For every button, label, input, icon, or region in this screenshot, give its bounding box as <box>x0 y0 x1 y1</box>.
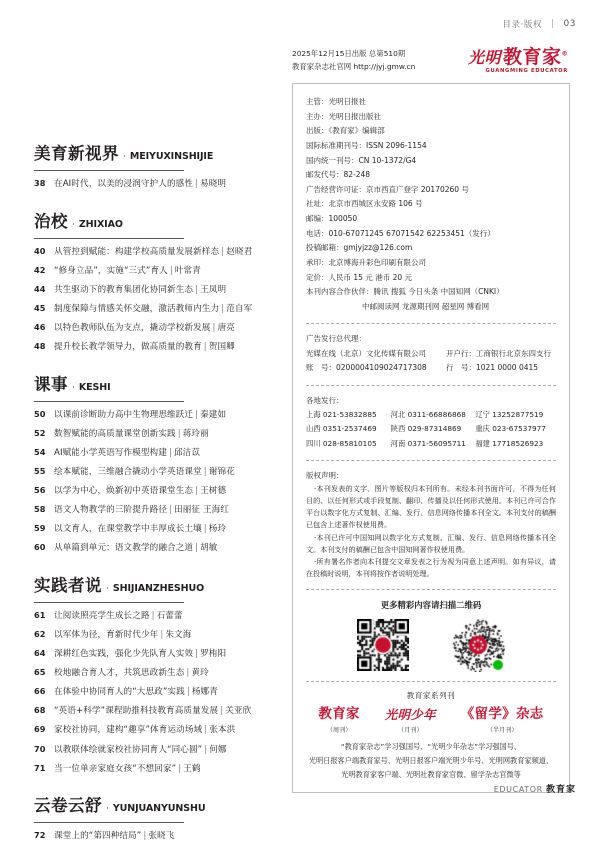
distribution-item: 四川 028-85810105 <box>306 438 377 448</box>
entry-author: 叶常青 <box>174 265 201 276</box>
entry-divider: | <box>177 428 181 439</box>
agency-block <box>306 332 556 376</box>
entry-page-number: 54 <box>34 446 46 457</box>
section-title-cn: 实践者说 <box>34 575 102 595</box>
section-heading <box>34 208 280 238</box>
imprint-line: 邮发代号：82-248 <box>306 170 371 180</box>
entry-page-number: 72 <box>34 830 46 841</box>
series-row <box>306 707 556 734</box>
entry-divider: | <box>203 342 207 353</box>
section-heading <box>34 140 280 170</box>
imprint-line: 国际标准期刊号：ISSN 2096-1154 <box>306 140 427 150</box>
registered-mark-icon: ® <box>561 50 568 58</box>
entry-title <box>54 831 280 843</box>
copyright-paragraph: ·本刊发表的文字、图片等版权归本刊所有。未经本刊书面许可，不得为任何目的、以任何形式或手段复制、翻印、传播及以任何形式使用。本刊已许可合作平台以数字化方式复制、汇编、发行、信息网络传播本刊全文。本刊支付的稿酬已包含上述著作权使用费。 <box>306 484 556 529</box>
entry-divider: | <box>221 303 225 314</box>
agency-bank: 开户行：工商银行北京东四支行 <box>446 348 551 358</box>
imprint-line: 主办：光明日报出版社 <box>306 111 381 121</box>
qr-code-left-icon[interactable] <box>357 619 409 671</box>
entry-article-title: 共生驱动下的教育集团化协同新生态 <box>54 284 194 295</box>
agency-title: 广告发行总代理： <box>306 334 366 344</box>
entry-title <box>54 323 280 335</box>
entry-article-title: 以文育人，在课堂教学中丰厚成长土壤 <box>54 524 202 535</box>
page-number: 03 <box>563 19 576 29</box>
imprint-line: 出版：《教育家》编辑部 <box>306 126 385 136</box>
entry-page-number: 40 <box>34 245 46 256</box>
imprint-line: 社址：北京市西城区永安路 106 号 <box>306 199 423 209</box>
toc-section <box>34 792 280 843</box>
entry-author: 朱文海 <box>165 630 192 640</box>
entry-divider: | <box>212 322 216 333</box>
colophon-box <box>292 83 570 793</box>
entry-article-title: 以军体为径，育新时代少年 <box>54 630 159 640</box>
toc-entry[interactable] <box>34 724 280 737</box>
entry-divider: | <box>203 524 207 535</box>
copyright-paragraph: ·所有署名作者向本刊提交文章发表之行为视为同意上述声明。如有异议，请在投稿时说明，本刊将按作者说明处理。 <box>306 557 556 579</box>
imprint-line: 国内统一刊号：CN 10-1372/G4 <box>306 155 417 165</box>
toc-entry[interactable] <box>34 466 280 479</box>
entry-title <box>54 179 280 191</box>
copyright-text <box>306 483 556 580</box>
entry-title <box>54 611 280 623</box>
copyright-paragraph: ·本刊已许可中国知网以数字化方式复制、汇编、发行、信息网络传播本刊全文。本刊支付的稿酬已包含中国知网著作权使用费。 <box>306 532 556 554</box>
entry-page-number: 52 <box>34 427 46 438</box>
page-header <box>502 18 576 30</box>
entry-page-number: 60 <box>34 542 46 553</box>
entry-article-title: “修身立品”，实施“三式”育人 <box>54 265 168 276</box>
entry-page-number: 55 <box>34 465 46 476</box>
section-rule <box>34 401 184 402</box>
toc-entry[interactable] <box>34 303 280 316</box>
series-frequency: （半月刊） <box>486 727 518 735</box>
entry-article-title: 校地融合育人才，共筑思政新生态 <box>54 668 185 679</box>
content-partners-line: 中邮阅读网 龙源期刊网 超星网 博看网 <box>362 301 490 311</box>
footer-english: EDUCATOR <box>493 785 543 794</box>
toc-entry[interactable] <box>34 763 280 776</box>
distribution-block <box>306 394 556 451</box>
series-name: 教育家 <box>318 706 360 723</box>
entry-author: 易晓明 <box>200 179 227 189</box>
platform-line: “教育家杂志”学习强国号、“光明少年杂志”学习强国号、 <box>340 742 522 752</box>
entry-page-number: 58 <box>34 504 46 515</box>
toc-entry[interactable] <box>34 705 280 718</box>
entry-divider: | <box>160 630 164 640</box>
imprint-line: 承印：北京博海升彩色印刷有限公司 <box>306 257 426 267</box>
entry-title <box>54 410 280 422</box>
header-separator: | <box>551 19 555 29</box>
series-item[interactable] <box>385 708 436 734</box>
section-title-cn: 美育新视界 <box>34 144 119 163</box>
entry-title <box>54 266 280 278</box>
series-title: 教育家系列刊 <box>406 691 456 701</box>
distribution-item: 辽宁 13252877519 <box>475 410 544 420</box>
toc-entry[interactable] <box>34 322 280 335</box>
entry-article-title: 从单篇到单元：语文教学的融合之道 <box>54 543 194 554</box>
entry-page-number: 66 <box>34 686 46 697</box>
entry-article-title: 绘本赋能，三维融合撬动小学英语课堂 <box>54 466 202 477</box>
section-title-pinyin: ZHIXIAO <box>78 218 123 230</box>
entry-author: 谢锦花 <box>208 466 235 477</box>
section-dot: · <box>106 804 109 815</box>
distribution-item: 河北 0311-66886868 <box>390 410 466 420</box>
entry-title <box>54 342 280 354</box>
website-line: 教育家杂志社官网 http://jyj.gmw.cn <box>292 61 416 71</box>
colophon-panel <box>292 48 570 793</box>
toc-section <box>34 572 280 775</box>
entry-divider: | <box>186 668 190 679</box>
toc-entry[interactable] <box>34 523 280 536</box>
entry-article-title: 在体验中协同育人的“大思政”实践 <box>54 687 185 698</box>
agency-company-row <box>306 347 556 362</box>
imprint-line: 广告经营许可证：京市西直广登字 20170260 号 <box>306 184 469 194</box>
section-heading <box>34 572 280 602</box>
entry-page-number: 71 <box>34 762 46 773</box>
entry-author: 何娜 <box>209 744 227 755</box>
entry-title <box>54 304 280 316</box>
entry-page-number: 44 <box>34 283 46 294</box>
imprint-line: 邮编：100050 <box>306 214 358 223</box>
entry-author: 邱洁苡 <box>173 447 201 458</box>
section-dot: · <box>106 583 109 594</box>
footer-brand <box>494 782 576 795</box>
entry-author: 王树德 <box>200 486 227 497</box>
distribution-item: 山西 0351-2537469 <box>306 424 377 434</box>
entry-page-number: 56 <box>34 485 46 496</box>
entry-page-number: 65 <box>34 667 46 678</box>
toc-entry[interactable] <box>34 246 280 259</box>
entry-author: 黄玲 <box>191 668 209 679</box>
entry-divider: | <box>178 763 182 774</box>
agency-bankcode: 行 号：1021 0000 0415 <box>446 363 539 373</box>
entry-article-title: 让阅读照亮学生成长之路 <box>54 610 150 621</box>
agency-account: 账 号：0200004109024717308 <box>306 363 427 373</box>
entry-author: 秦建如 <box>200 409 227 420</box>
entry-title <box>54 706 280 718</box>
agency-account-row <box>306 361 556 376</box>
toc-entry[interactable] <box>34 667 280 680</box>
section-title-cn: 课事 <box>34 374 68 394</box>
entry-title <box>54 247 280 259</box>
section-rule <box>34 602 184 603</box>
platform-line: 光明教育家客户端、光明社教育家官微、留学杂志官微等 <box>341 770 521 780</box>
entry-divider: | <box>195 543 199 554</box>
logo-script-text: 光明 <box>467 48 501 67</box>
issue-line: 2025年12月15日出版 总第510期 <box>292 49 406 58</box>
entry-divider: | <box>195 284 199 295</box>
toc-entry[interactable] <box>34 284 280 297</box>
toc-entry[interactable] <box>34 341 280 354</box>
entry-title <box>54 687 280 699</box>
entry-divider: | <box>204 744 208 755</box>
copyright-title: 版权声明： <box>306 470 344 480</box>
toc-entry[interactable] <box>34 447 280 460</box>
toc-entry[interactable] <box>34 504 280 517</box>
magazine-logo <box>468 48 570 74</box>
divider-1 <box>306 323 556 324</box>
divider-5 <box>306 681 556 682</box>
series-name: 《留学》杂志 <box>460 706 544 723</box>
entry-divider: | <box>169 505 173 516</box>
entry-article-title: AI赋能小学英语写作模型构建 <box>54 447 167 458</box>
entry-article-title: 提升校长教学领导力，做高质量的教育 <box>54 342 202 353</box>
entry-divider: | <box>220 706 224 717</box>
entry-title <box>54 668 280 680</box>
entry-title <box>54 448 280 460</box>
entry-divider: | <box>204 725 208 736</box>
entry-author: 罗栯阳 <box>200 649 227 660</box>
masthead <box>292 48 570 74</box>
entry-page-number: 38 <box>34 178 46 188</box>
entry-divider: | <box>195 486 199 497</box>
entry-article-title: 以学为中心，焕新初中英语课堂生态 <box>54 486 194 497</box>
imprint-block <box>306 95 556 314</box>
entry-author: 杨娜青 <box>191 687 218 698</box>
distribution-grid <box>306 408 556 451</box>
toc-entry[interactable] <box>34 744 280 757</box>
entry-divider: | <box>143 831 147 842</box>
header-label: 目录·版权 <box>502 20 543 30</box>
entry-divider: | <box>203 466 207 477</box>
entry-page-number: 45 <box>34 302 46 313</box>
toc-entry[interactable] <box>34 485 280 498</box>
series-item[interactable] <box>461 707 544 734</box>
divider-4 <box>306 589 556 590</box>
entry-article-title: 从管控到赋能：构建学校高质量发展新样态 <box>54 246 220 257</box>
distribution-item: 重庆 023-67537977 <box>475 424 546 434</box>
entry-page-number: 69 <box>34 724 46 735</box>
logo-main-text: 教育家 <box>502 46 562 68</box>
entry-article-title: 课堂上的“第四种结局” <box>54 831 142 842</box>
qr-row <box>306 618 556 672</box>
entry-article-title: 深耕红色实践，强化少先队育人实效 <box>54 649 194 660</box>
entry-page-number: 68 <box>34 705 46 716</box>
entry-author: 张本洪 <box>209 725 236 736</box>
entry-divider: | <box>195 409 199 420</box>
section-rule <box>34 170 184 171</box>
entry-page-number: 48 <box>34 341 46 352</box>
entry-page-number: 62 <box>34 629 46 639</box>
entry-author: 贺国卿 <box>208 342 235 353</box>
entry-author: 王鹤 <box>183 763 201 774</box>
entry-author: 杨玲 <box>208 524 227 535</box>
entry-divider: | <box>151 610 155 621</box>
entry-author: 赵晓君 <box>226 246 253 257</box>
platforms-block <box>306 740 556 782</box>
content-partners-line: 本刊内容合作伙伴：腾讯 搜狐 今日头条 中国知网（CNKI） <box>306 287 504 297</box>
entry-title <box>54 745 280 757</box>
entry-page-number: 42 <box>34 264 46 275</box>
entry-article-title: 语文人物教学的三阶提升路径 <box>54 505 168 516</box>
entry-title <box>54 505 280 517</box>
entry-article-title: 数智赋能的高质量课堂创新实践 <box>54 428 176 439</box>
imprint-line: 投稿邮箱：gmjyjzz@126.com <box>306 243 413 253</box>
entry-article-title: “英语+科学”课程助推科技教育高质量发展 <box>54 706 219 717</box>
section-dot: · <box>72 382 75 393</box>
entry-article-title: 家校社协同，建构“趣享”体育运动场域 <box>54 725 203 736</box>
entry-title <box>54 429 280 441</box>
entry-article-title: 当一位单亲家庭女孩“不想回家” <box>54 763 177 774</box>
toc-section <box>34 208 280 354</box>
entry-divider: | <box>186 687 190 698</box>
entry-page-number: 70 <box>34 743 46 754</box>
entry-title <box>54 725 280 737</box>
entry-author: 胡敏 <box>200 543 218 554</box>
toc-entry[interactable] <box>34 265 280 278</box>
entry-page-number: 46 <box>34 321 46 332</box>
entry-article-title: 以课前诊断助力高中生物理思维跃迁 <box>54 409 194 420</box>
entry-divider: | <box>221 246 225 257</box>
entry-page-number: 50 <box>34 408 46 419</box>
entry-article-title: 在AI时代，以美的浸润守护人的感性 <box>54 179 194 189</box>
entry-page-number: 61 <box>34 609 46 620</box>
toc-entry[interactable] <box>34 648 280 661</box>
footer-chinese: 教育家 <box>545 785 576 795</box>
series-frequency: （月刊） <box>397 727 423 735</box>
section-title-pinyin: SHIJIANZHESHUO <box>112 582 205 594</box>
distribution-item: 陕西 029-87314869 <box>390 424 462 434</box>
distribution-item: 河南 0371-56095711 <box>390 438 466 448</box>
qr-code-right-icon[interactable] <box>451 618 505 672</box>
divider-3 <box>306 460 556 461</box>
entry-article-title: 以特色教师队伍为支点，撬动学校新发展 <box>54 322 211 333</box>
toc-section <box>34 371 280 555</box>
logo-wordmark <box>468 48 568 67</box>
series-frequency: （周刊） <box>326 727 352 735</box>
entry-page-number: 64 <box>34 648 46 659</box>
toc-section <box>34 140 280 191</box>
copyright-block <box>306 469 556 581</box>
distribution-item: 福建 17718526923 <box>475 438 544 448</box>
entry-title <box>54 649 280 661</box>
entry-divider: | <box>168 447 172 458</box>
toc-entry[interactable] <box>34 178 280 191</box>
imprint-line: 电话：010-67071245 67071542 62253451（发行） <box>306 228 495 238</box>
imprint-line: 定价：人民币 15 元 港币 20 元 <box>306 272 413 282</box>
divider-2 <box>306 385 556 386</box>
entry-title <box>54 764 280 776</box>
toc-entry[interactable] <box>34 686 280 699</box>
entry-article-title: 以教联体绘就家校社协同育人“同心圆” <box>54 744 203 755</box>
entry-author: 唐亮 <box>217 322 235 333</box>
entry-page-number: 59 <box>34 523 46 534</box>
toc-entry[interactable] <box>34 409 280 422</box>
section-title-cn: 治校 <box>34 211 68 231</box>
agency-company: 光媒在线（北京）文化传媒有限公司 <box>306 348 426 358</box>
toc-entry[interactable] <box>34 830 280 843</box>
section-heading <box>34 792 280 822</box>
toc-entry[interactable] <box>34 610 280 623</box>
entry-author: 蒋玲丽 <box>182 428 209 439</box>
platform-line: 光明日报客户端教育家号、光明日报客户端光明少年号、光明网教育家频道、 <box>308 756 554 766</box>
entry-title <box>54 630 280 642</box>
toc-entry[interactable] <box>34 629 280 642</box>
entry-title <box>54 486 280 498</box>
logo-english-text: GUANGMING EDUCATOR <box>485 68 568 74</box>
section-title-pinyin: YUNJUANYUNSHU <box>112 803 206 815</box>
section-dot: · <box>72 219 75 230</box>
entry-divider: | <box>169 265 173 276</box>
series-item[interactable] <box>318 707 359 734</box>
entry-divider: | <box>195 179 199 189</box>
imprint-line: 主管：光明日报社 <box>306 97 366 106</box>
section-title-pinyin: MEIYUXINSHIJIE <box>129 151 214 162</box>
entry-title <box>54 524 280 536</box>
publication-meta <box>292 48 415 74</box>
section-heading <box>34 371 280 401</box>
table-of-contents <box>34 140 280 860</box>
entry-divider: | <box>195 649 199 660</box>
entry-title <box>54 467 280 479</box>
section-rule <box>34 822 184 823</box>
entry-author: 王凤明 <box>200 284 227 295</box>
qr-section-title: 更多精彩内容请扫描二维码 <box>380 600 482 611</box>
entry-author: 田丽征 王海红 <box>174 505 230 516</box>
section-title-pinyin: KESHI <box>78 381 111 393</box>
section-dot: · <box>123 152 126 162</box>
distribution-title: 各地发行： <box>306 395 344 405</box>
toc-entry[interactable] <box>34 428 280 441</box>
toc-entry[interactable] <box>34 542 280 555</box>
entry-author: 张晓飞 <box>148 831 175 842</box>
distribution-item: 上海 021-53832885 <box>306 410 377 420</box>
entry-title <box>54 285 280 297</box>
entry-author: 关亚欣 <box>225 706 252 717</box>
entry-article-title: 制度保障与情感关怀交融，激活教师内生力 <box>54 303 220 314</box>
entry-author: 范自军 <box>226 303 253 314</box>
entry-title <box>54 543 280 555</box>
section-title-cn: 云卷云舒 <box>34 796 102 816</box>
section-rule <box>34 238 184 239</box>
series-name: 光明少年 <box>384 707 436 723</box>
entry-author: 石蕾蕾 <box>156 610 183 621</box>
